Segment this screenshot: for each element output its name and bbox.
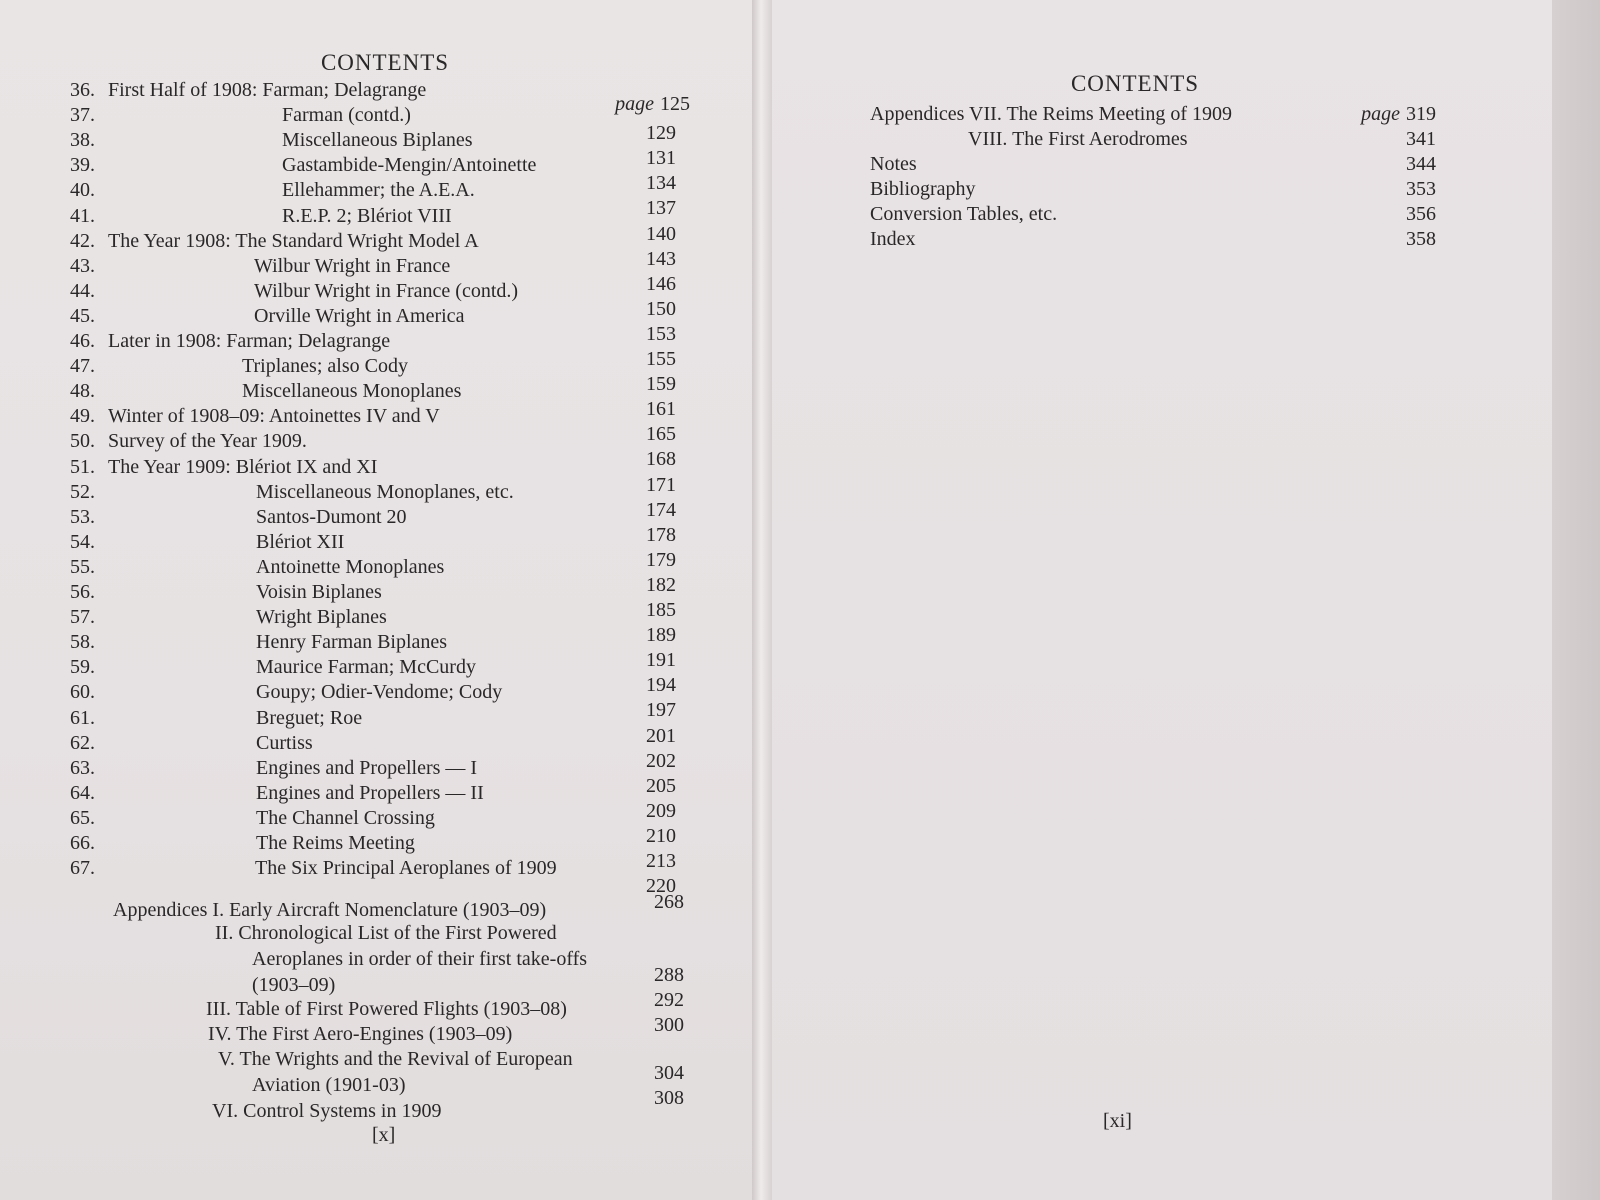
entry-title: Survey of the Year 1909.: [108, 430, 307, 453]
page-number: 171: [646, 473, 676, 496]
page-number: 179: [646, 548, 676, 571]
entry-number: 55.: [70, 555, 95, 578]
page-number: 353: [1406, 178, 1436, 200]
entry-title: Curtiss: [256, 731, 313, 754]
entry-number: 56.: [70, 581, 95, 603]
entry-title: Notes: [870, 153, 917, 175]
entry-title: Voisin Biplanes: [256, 581, 382, 603]
entry-number: 52.: [70, 480, 95, 503]
entry-page: [1340, 227, 1436, 251]
entry-title: Breguet; Roe: [256, 706, 363, 729]
toc-entry: [0, 127, 1552, 153]
right-folio: [xi]: [1103, 1110, 1132, 1132]
entry-title: The Year 1909: Blériot IX and XI: [108, 455, 378, 478]
entry-number: 65.: [70, 806, 95, 829]
page-number: 134: [646, 172, 676, 195]
entry-title: Miscellaneous Biplanes: [282, 129, 473, 152]
entry-title: Later in 1908: Farman; Delagrange: [108, 330, 391, 352]
page-number: 210: [646, 824, 676, 847]
entry-title: Blériot XII: [256, 530, 345, 553]
entry-title: R.E.P. 2; Blériot VIII: [282, 204, 452, 227]
entry-number: 61.: [70, 706, 95, 729]
appendix-line: Aviation (1901-03): [252, 1074, 406, 1096]
entry-title: The Year 1908: The Standard Wright Model A: [108, 229, 479, 252]
page-label: page: [615, 93, 654, 115]
entry-title: Goupy; Odier-Vendome; Cody: [256, 681, 503, 704]
entry-number: 42.: [70, 229, 95, 252]
page-number: 161: [646, 398, 676, 421]
entry-title: Gastambide-Mengin/Antoinette: [282, 154, 537, 177]
entry-number: 36.: [70, 79, 95, 101]
page-number: 319: [1406, 103, 1436, 125]
page-number: 201: [646, 724, 676, 747]
toc-entry: [0, 152, 1552, 178]
entry-number: 63.: [70, 756, 95, 779]
appendix-line: IV. The First Aero-Engines (1903–09): [208, 1023, 513, 1045]
entry-title: VIII. The First Aerodromes: [968, 128, 1188, 150]
page-number: 143: [646, 247, 676, 270]
entry-number: 58.: [70, 631, 95, 654]
toc-entry: [0, 856, 752, 898]
appendix-line: V. The Wrights and the Revival of European: [218, 1048, 573, 1070]
entry-number: 46.: [70, 330, 95, 352]
entry-title: Engines and Propellers — II: [256, 781, 484, 804]
appendix-line: Appendices I. Early Aircraft Nomenclature (1903–09): [113, 899, 547, 921]
entry-number: 38.: [70, 129, 95, 152]
page-number: 150: [646, 297, 676, 320]
entry-title: Antoinette Monoplanes: [256, 555, 445, 578]
entry-page: [1340, 202, 1436, 226]
page-number: 213: [646, 850, 676, 872]
right-page-heading: CONTENTS: [1070, 71, 1200, 96]
entry-title: Engines and Propellers — I: [256, 756, 478, 779]
page-edge: [1552, 0, 1600, 1200]
entry-title: The Reims Meeting: [256, 832, 415, 854]
page-number: 197: [646, 699, 676, 722]
page-number: 209: [646, 799, 676, 822]
entry-number: 53.: [70, 505, 95, 528]
appendix-page: 308: [654, 1087, 684, 1109]
appendix-line: (1903–09): [252, 974, 336, 996]
page-number: 182: [646, 573, 676, 596]
entry-number: 57.: [70, 606, 95, 629]
toc-entry: [0, 177, 1552, 203]
appendix-line: III. Table of First Powered Flights (1903–08): [206, 998, 567, 1020]
entry-title: Farman (contd.): [282, 104, 411, 127]
page-number: 358: [1406, 228, 1436, 250]
appendix-page: 304: [654, 1062, 684, 1084]
page-number: 344: [1406, 153, 1436, 175]
page-number: 189: [646, 624, 676, 647]
entry-title: Bibliography: [870, 178, 976, 200]
entry-number: 48.: [70, 380, 95, 403]
page-number: 137: [646, 197, 676, 220]
appendix-line: II. Chronological List of the First Powered: [215, 922, 557, 944]
entry-number: 54.: [70, 530, 95, 553]
entry-title: Santos-Dumont 20: [256, 505, 407, 528]
entry-number: 43.: [70, 254, 95, 277]
entry-number: 62.: [70, 731, 95, 754]
page-number: 129: [646, 122, 676, 145]
entry-number: 39.: [70, 154, 95, 177]
entry-title: Triplanes; also Cody: [242, 355, 408, 378]
page-number: 146: [646, 272, 676, 295]
entry-number: 50.: [70, 430, 95, 453]
appendix-line: VI. Control Systems in 1909: [212, 1100, 442, 1122]
page-label: page: [1361, 103, 1400, 125]
entry-title: The Six Principal Aeroplanes of 1909: [255, 857, 557, 880]
entry-number: 41.: [70, 204, 95, 227]
entry-number: 45.: [70, 304, 95, 327]
page-number: 202: [646, 749, 676, 772]
entry-title: Miscellaneous Monoplanes: [242, 380, 462, 403]
page-number: 191: [646, 649, 676, 672]
entry-number: 40.: [70, 179, 95, 202]
toc-entry: [0, 202, 1552, 228]
page-number: 341: [1406, 128, 1436, 150]
entry-number: 47.: [70, 355, 95, 378]
page-number: 174: [646, 498, 676, 521]
entry-number: 64.: [70, 781, 95, 804]
entry-title: Ellehammer; the A.E.A.: [282, 179, 475, 202]
entry-title: Henry Farman Biplanes: [256, 631, 448, 654]
entry-title: Index: [870, 228, 916, 250]
entry-title: Conversion Tables, etc.: [870, 203, 1058, 225]
entry-page: [1340, 177, 1436, 201]
entry-title: Wilbur Wright in France (contd.): [254, 279, 519, 302]
entry-title: Maurice Farman; McCurdy: [256, 656, 476, 679]
entry-number: 44.: [70, 279, 95, 302]
entry-number: 37.: [70, 104, 95, 127]
entry-title: Miscellaneous Monoplanes, etc.: [256, 480, 514, 503]
entry-title: Wilbur Wright in France: [254, 254, 451, 277]
appendix-page: 292: [654, 989, 684, 1011]
page-number: 131: [646, 147, 676, 170]
page-number: 185: [646, 599, 676, 621]
page-number: 356: [1406, 203, 1436, 225]
page-number: 205: [646, 774, 676, 797]
entry-title: The Channel Crossing: [256, 806, 435, 829]
entry-title: Winter of 1908–09: Antoinettes IV and V: [108, 405, 440, 428]
appendix-page: 268: [654, 891, 684, 913]
page-number: 155: [646, 348, 676, 370]
page-number: 194: [646, 674, 676, 697]
appendix-page: 288: [654, 964, 684, 986]
toc-entry: [0, 227, 1552, 253]
toc-entry: [0, 102, 1552, 128]
entry-title: Appendices VII. The Reims Meeting of 1909: [870, 103, 1232, 125]
page-number: 159: [646, 373, 676, 396]
entry-number: 51.: [70, 455, 95, 478]
appendix-page: 300: [654, 1014, 684, 1036]
left-folio: [x]: [372, 1124, 396, 1146]
page-number: 168: [646, 448, 676, 471]
entry-number: 59.: [70, 656, 95, 679]
page-number: 220: [646, 875, 676, 898]
entry-title: Orville Wright in America: [254, 304, 465, 327]
entry-title: Wright Biplanes: [256, 606, 387, 629]
page-number: 125: [660, 93, 690, 115]
appendix-line: Aeroplanes in order of their first take-offs: [252, 948, 588, 970]
entry-page: [1340, 152, 1436, 176]
entry-page: [1340, 127, 1436, 151]
entry-page: [1340, 102, 1436, 126]
page-number: 153: [646, 322, 676, 345]
entry-title: First Half of 1908: Farman; Delagrange: [108, 79, 427, 101]
left-page-heading: CONTENTS: [320, 50, 450, 75]
page-number: 140: [646, 222, 676, 245]
page-number: 165: [646, 423, 676, 446]
entry-number: 60.: [70, 681, 95, 704]
entry-number: 49.: [70, 405, 95, 428]
entry-number: 67.: [70, 857, 95, 880]
page-number: 178: [646, 523, 676, 546]
toc-entry: [0, 78, 752, 115]
entry-number: 66.: [70, 832, 95, 854]
